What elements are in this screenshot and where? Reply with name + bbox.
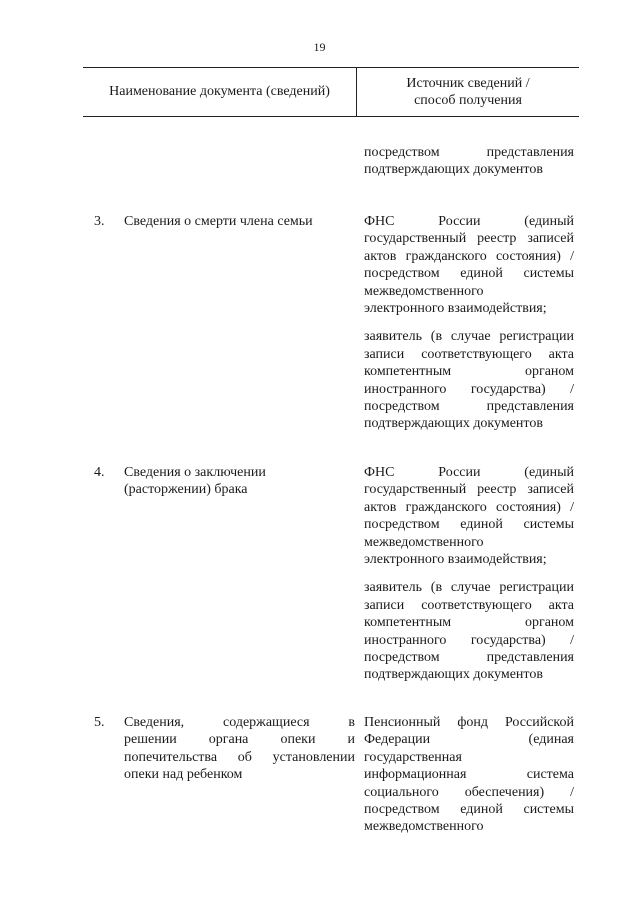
source-line: посредством представления bbox=[364, 399, 574, 415]
source-line: посредством единой системы bbox=[364, 802, 574, 818]
source-line: межведомственного bbox=[364, 819, 484, 835]
header-source bbox=[357, 68, 579, 116]
source-paragraph bbox=[364, 714, 574, 836]
source-line: заявитель (в случае регистрации bbox=[364, 329, 574, 345]
source-line: межведомственного bbox=[364, 283, 484, 299]
row-source bbox=[364, 464, 574, 684]
row-name-line: Сведения, содержащиеся в bbox=[124, 715, 355, 730]
row-document-name bbox=[124, 464, 355, 499]
source-line: подтверждающих документов bbox=[364, 667, 543, 683]
source-line: ФНС России (единый bbox=[364, 465, 574, 480]
source-paragraph bbox=[364, 464, 574, 568]
row-source bbox=[364, 714, 574, 836]
source-line: Федерации (единая bbox=[364, 732, 574, 748]
page-number: 19 bbox=[313, 40, 326, 54]
continuation-line: подтверждающих документов bbox=[364, 162, 543, 178]
header-document-name: Наименование документа (сведений) bbox=[109, 84, 330, 99]
source-line: актов гражданского состояния) / bbox=[364, 499, 574, 515]
source-line: информационная система bbox=[364, 767, 574, 783]
source-line: посредством единой системы bbox=[364, 517, 574, 533]
row-name-line: (расторжении) брака bbox=[124, 482, 248, 498]
source-line: электронного взаимодействия; bbox=[364, 552, 547, 568]
source-line: государственный реестр записей bbox=[364, 231, 574, 247]
source-line: записи соответствующего акта bbox=[364, 346, 574, 362]
source-line: посредством представления bbox=[364, 650, 574, 666]
source-line: межведомственного bbox=[364, 534, 484, 550]
source-paragraph bbox=[364, 579, 574, 683]
continuation-text bbox=[364, 144, 574, 179]
source-line: компетентным органом bbox=[364, 364, 574, 380]
row-name-line: попечительства об установлении bbox=[124, 749, 355, 765]
row-document-name bbox=[124, 714, 355, 784]
source-line: иностранного государства) / bbox=[364, 632, 574, 648]
source-line: электронного взаимодействия; bbox=[364, 301, 547, 317]
row-name-line: опеки над ребенком bbox=[124, 767, 243, 783]
header-source-line-1: Источник сведений / bbox=[406, 76, 530, 91]
row-document-name bbox=[124, 213, 355, 230]
source-line: актов гражданского состояния) / bbox=[364, 248, 574, 264]
continuation-line: посредством представления bbox=[364, 145, 574, 160]
row-number: 5. bbox=[94, 715, 105, 730]
table-header bbox=[83, 67, 579, 117]
row-number: 3. bbox=[94, 214, 105, 229]
header-source-line-2: способ получения bbox=[414, 93, 522, 108]
source-line: посредством единой системы bbox=[364, 266, 574, 282]
source-line: заявитель (в случае регистрации bbox=[364, 580, 574, 596]
source-line: иностранного государства) / bbox=[364, 381, 574, 397]
row-source bbox=[364, 213, 574, 433]
source-line: ФНС России (единый bbox=[364, 214, 574, 229]
source-line: государственный реестр записей bbox=[364, 482, 574, 498]
source-line: записи соответствующего акта bbox=[364, 597, 574, 613]
source-line: государственная bbox=[364, 749, 462, 765]
source-paragraph bbox=[364, 328, 574, 432]
source-line: социального обеспечения) / bbox=[364, 784, 574, 800]
source-paragraph bbox=[364, 213, 574, 317]
source-line: Пенсионный фонд Российской bbox=[364, 715, 574, 730]
row-name-line: Сведения о заключении bbox=[124, 465, 266, 480]
row-number: 4. bbox=[94, 465, 105, 480]
source-line: подтверждающих документов bbox=[364, 416, 543, 432]
source-line: компетентным органом bbox=[364, 615, 574, 631]
row-name-line: Сведения о смерти члена семьи bbox=[124, 214, 313, 229]
row-name-line: решении органа опеки и bbox=[124, 732, 355, 748]
